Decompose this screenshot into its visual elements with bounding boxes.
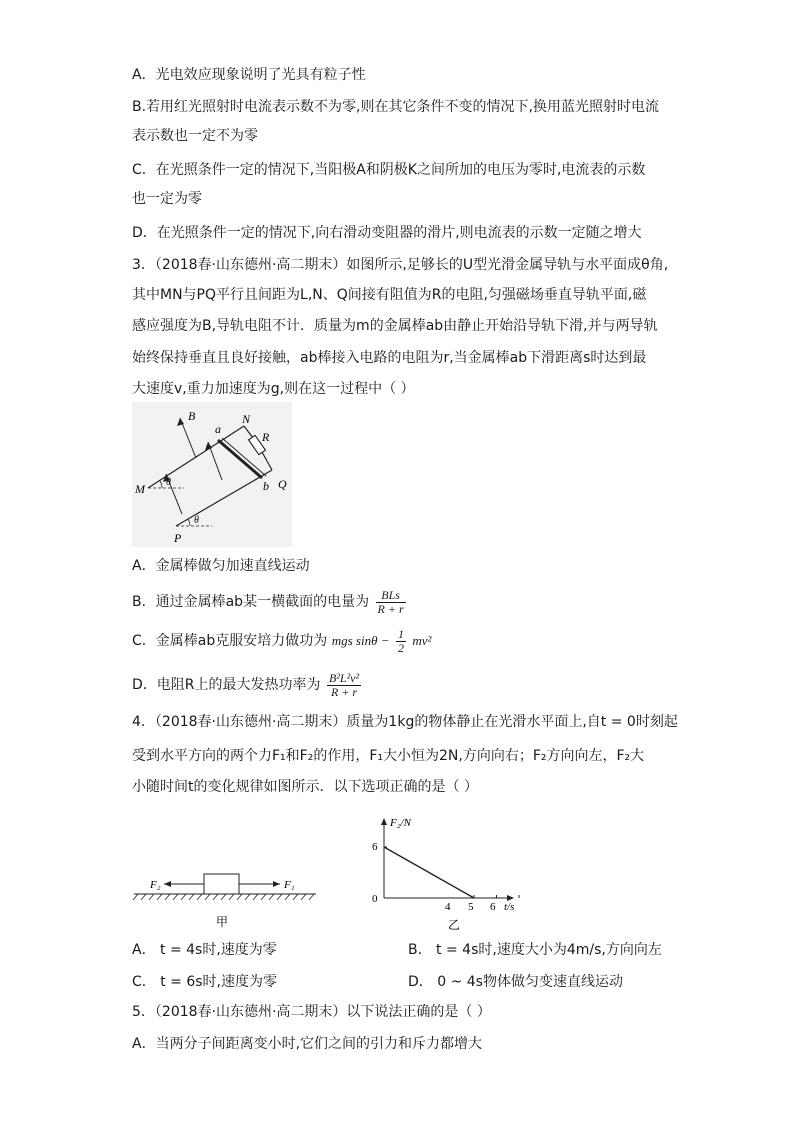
fraction-denominator: R + r — [377, 601, 404, 616]
y-tick-0: 0 — [372, 893, 378, 905]
q4-option-c: C． t = 6s时,速度为零 — [132, 974, 277, 990]
label-b: B — [188, 409, 196, 423]
q5-option-a: A．当两分子间距离变小时,它们之间的引力和斥力都增大 — [132, 1036, 483, 1052]
q3-option-b-text: B．通过金属棒ab某一横截面的电量为 — [132, 594, 370, 610]
y-axis-label: F₂/N — [390, 817, 411, 829]
q3-rail-figure — [132, 402, 292, 547]
caption-yi: 乙 — [448, 918, 461, 932]
fraction-numerator: B²L²v² — [328, 670, 360, 685]
q3-option-d-text: D．电阻R上的最大发热功率为 — [132, 677, 321, 693]
q3-option-d-fraction — [327, 672, 361, 699]
ground-hatch — [133, 894, 314, 900]
label-r: R — [262, 430, 270, 444]
label-a: a — [215, 422, 221, 436]
q2-option-b-line2: 表示数也一定不为零 — [132, 128, 258, 144]
caption-jia: 甲 — [216, 915, 229, 929]
label-m: M — [135, 482, 145, 496]
q4-figure-yi — [360, 812, 530, 932]
q3-option-c-text: C．金属棒ab克服安培力做功为 — [132, 633, 328, 649]
x-tick-6: 6 — [490, 901, 496, 913]
label-f2: F₂ — [150, 879, 161, 891]
q4-stem-line1: 4．（2018春·山东德州·高二期末）质量为1kg的物体静止在光滑水平面上,自t = 0时刻起 — [132, 714, 678, 730]
q4-stem-line2: 受到水平方向的两个力F₁和F₂的作用，F₁大小恒为2N,方向向右；F₂方向向左，F₂大 — [132, 748, 645, 764]
q3-option-b-fraction — [376, 589, 406, 616]
x-tick-4: 4 — [445, 901, 451, 913]
q3-option-d — [132, 670, 363, 700]
q3-stem-line3: 感应强度为B,导轨电阻不计．质量为m的金属棒ab由静止开始沿导轨下滑,并与两导轨 — [132, 318, 658, 334]
q3-option-c-tail: mv² — [412, 633, 432, 648]
label-theta-top: θ — [166, 477, 171, 488]
q3-option-a: A．金属棒做匀加速直线运动 — [132, 558, 310, 574]
q2-option-d: D．在光照条件一定的情况下,向右滑动变阻器的滑片,则电流表的示数一定随之增大 — [132, 225, 642, 241]
y-tick-6: 6 — [372, 841, 378, 853]
q4-stem-line3: 小随时间t的变化规律如图所示．以下选项正确的是（ ） — [132, 779, 478, 795]
q3-stem-line2: 其中MN与PQ平行且间距为L,N、Q间接有阻值为R的电阻,匀强磁场垂直导轨平面,磁 — [132, 287, 647, 303]
q4-figure-jia — [130, 860, 320, 932]
q3-option-b — [132, 587, 408, 617]
q3-option-c-fraction — [396, 628, 406, 655]
q5-stem: 5．（2018春·山东德州·高二期末）以下说法正确的是（ ） — [132, 1004, 491, 1020]
rail-pq — [176, 470, 272, 526]
label-n: N — [242, 412, 251, 426]
q4-option-a: A． t = 4s时,速度为零 — [132, 942, 277, 958]
fraction-denominator: R + r — [330, 684, 358, 699]
x-axis-label: t/s — [504, 901, 515, 913]
f2-series-line — [384, 847, 474, 898]
label-p: P — [174, 531, 182, 545]
fraction-denominator: 2 — [397, 640, 404, 655]
x-tick-5: 5 — [468, 901, 474, 913]
fraction-numerator: BLs — [376, 589, 406, 603]
q2-option-c-line2: 也一定为零 — [132, 191, 202, 207]
q2-option-c-line1: C．在光照条件一定的情况下,当阳极A和阴极K之间所加的电压为零时,电流表的示数 — [132, 162, 646, 178]
q3-stem-line1: 3．（2018春·山东德州·高二期末）如图所示,足够长的U型光滑金属导轨与水平面成θ角, — [132, 257, 669, 273]
fraction-numerator: 1 — [397, 626, 404, 641]
q2-option-b-line1: B.若用红光照射时电流表示数不为零,则在其它条件不变的情况下,换用蓝光照射时电流 — [132, 99, 659, 115]
q4-option-b: B． t = 4s时,速度大小为4m/s,方向向左 — [408, 942, 662, 958]
label-f1: F₁ — [284, 879, 295, 891]
q3-option-c — [132, 626, 431, 656]
q3-option-c-expr: mgs sinθ − — [331, 633, 390, 648]
block — [204, 874, 239, 894]
q3-stem-line5: 大速度v,重力加速度为g,则在这一过程中（ ） — [132, 381, 415, 397]
label-q: Q — [278, 477, 287, 491]
label-b-end: b — [263, 479, 269, 493]
q4-option-d: D． 0 ~ 4s物体做匀变速直线运动 — [408, 974, 623, 990]
q2-option-a: A．光电效应现象说明了光具有粒子性 — [132, 67, 366, 83]
q3-stem-line4: 始终保持垂直且良好接触，ab棒接入电路的电阻为r,当金属棒ab下滑距离s时达到最 — [132, 350, 647, 366]
label-theta-bottom: θ — [194, 515, 199, 526]
